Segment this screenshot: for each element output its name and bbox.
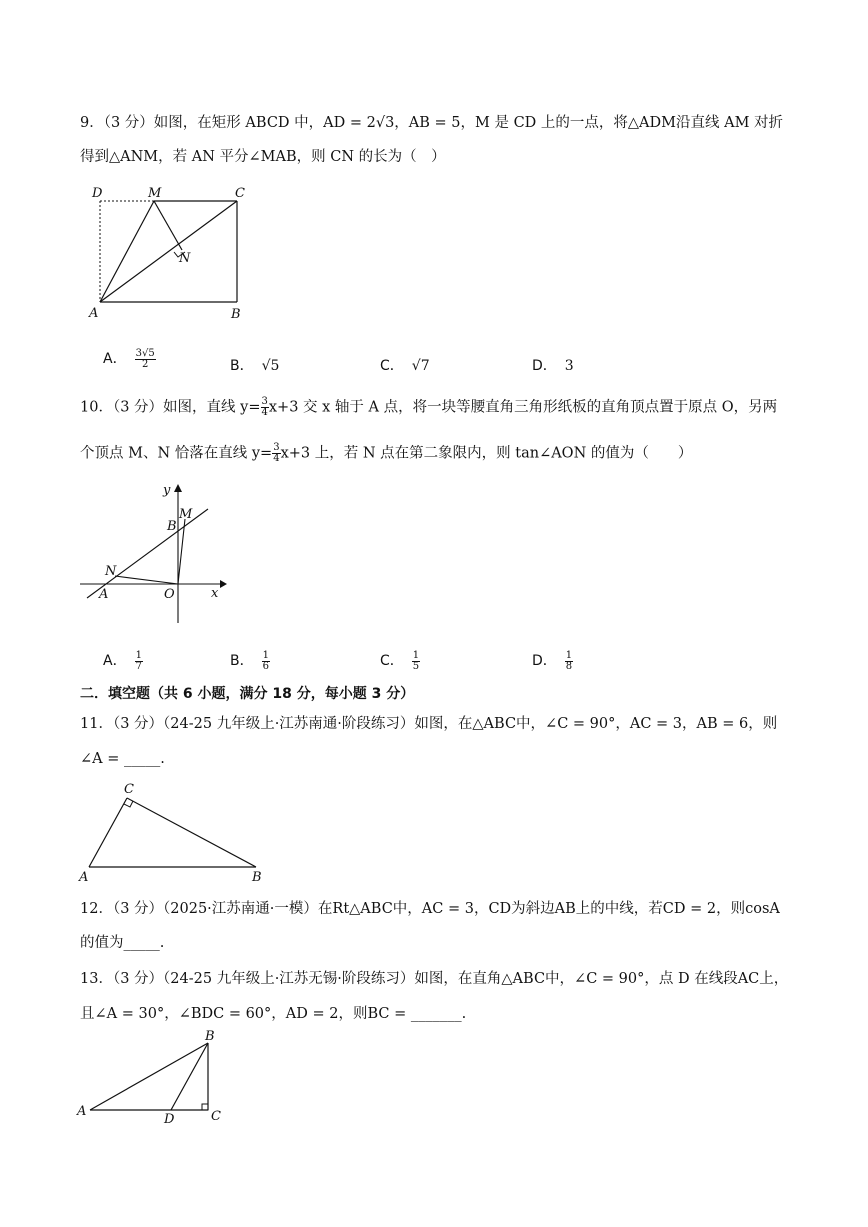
q12-text-line1: 12．（3 分）（2025·江苏南通·一模）在Rt△ABC中，AC = 3，CD为斜边AB上的中线，若CD = 2，则cosA <box>80 901 780 917</box>
q10-x-axis-arrow <box>220 580 227 588</box>
q9-label-b: B <box>231 307 241 322</box>
q10-label-o: O <box>164 587 175 602</box>
q9-segment-mn <box>154 201 182 250</box>
q13-segment-ab <box>90 1043 208 1110</box>
q10-text-line2: 个顶点 M、N 恰落在直线 y= $\frac{3}{4}$ x+3 上，若 N 点在第二象限内，则 tan∠AON 的值为（ ） <box>80 442 693 464</box>
q10-label-a: A <box>99 587 109 602</box>
q11-segment-ca <box>89 798 127 867</box>
q11-text-line2: ∠A = _____. <box>80 751 165 767</box>
q9-label-m: M <box>148 186 162 201</box>
q9-option-d-value: 3 <box>564 358 574 374</box>
q9-option-d-label: D． <box>532 358 557 374</box>
q9-option-c-label: C． <box>380 358 404 374</box>
q9-figure <box>80 180 280 325</box>
q11-label-c: C <box>124 782 134 797</box>
section-title: 二．填空题（共 6 小题，满分 18 分，每小题 3 分） <box>80 686 415 702</box>
q10-figure <box>75 478 235 628</box>
q9-option-a-label: A． <box>103 351 127 367</box>
q13-figure <box>75 1028 235 1128</box>
q9-text-line2: 得到△ANM，若 AN 平分∠MAB，则 CN 的长为（ ） <box>80 149 446 165</box>
q11-label-b: B <box>252 870 262 885</box>
q10-segment-on <box>115 576 178 584</box>
q11-figure <box>75 778 275 888</box>
q9-segment-ac <box>100 201 237 302</box>
q11-segment-cb <box>127 798 256 867</box>
q9-option-d <box>532 355 574 375</box>
q10-label-m: M <box>179 507 193 522</box>
q10-option-a: A． $\frac{1}{7}$ <box>103 649 142 672</box>
q10-option-b: B． $\frac{1}{6}$ <box>230 649 269 672</box>
q9-option-a <box>103 348 156 370</box>
q13-label-c: C <box>211 1109 221 1124</box>
q9-option-b-label: B． <box>230 358 254 374</box>
q9-option-b <box>230 355 279 375</box>
q13-text-line2: 且∠A = 30°，∠BDC = 60°，AD = 2，则BC = _______. <box>80 1006 467 1022</box>
q10-label-n: N <box>105 564 117 579</box>
q9-text-line1: 9．（3 分）如图，在矩形 ABCD 中，AD = 2√3，AB = 5，M 是 CD 上的一点，将△ADM沿直线 AM 对折 <box>80 115 784 131</box>
q12-text-line2: 的值为_____. <box>80 935 165 951</box>
q10-line-y <box>87 509 208 598</box>
q10-slope-fraction-2: $\frac{3}{4}$ <box>273 442 280 464</box>
q9-label-n: N <box>179 251 191 266</box>
q10-text-line1: 10．（3 分）如图，直线 y= $\frac{3}{4}$ x+3 交 x 轴于 A 点，将一块等腰直角三角形纸板的直角顶点置于原点 O，另两 <box>80 396 778 418</box>
q10-y-axis-arrow <box>174 484 182 492</box>
q10-option-d: D． $\frac{1}{8}$ <box>532 649 573 672</box>
q11-label-a: A <box>79 870 89 885</box>
q11-text-line1: 11．（3 分）（24-25 九年级上·江苏南通·阶段练习）如图，在△ABC中，∠C = 90°，AC = 3，AB = 6，则 <box>80 716 778 732</box>
q10-label-b: B <box>167 519 177 534</box>
q9-label-a: A <box>89 306 99 321</box>
q9-option-a-value: $\frac{3√5}{2}$ <box>135 347 155 370</box>
q10-label-x: x <box>211 586 219 601</box>
q9-label-d: D <box>92 186 103 201</box>
q13-text-line1: 13．（3 分）（24-25 九年级上·江苏无锡·阶段练习）如图，在直角△ABC中，∠C = 90°，点 D 在线段AC上， <box>80 971 789 987</box>
q10-label-y: y <box>163 483 171 498</box>
q13-right-angle-mark <box>202 1104 208 1110</box>
q9-option-c <box>380 355 430 375</box>
q9-option-c-value: √7 <box>411 358 430 374</box>
q9-label-c: C <box>235 186 245 201</box>
q13-label-b: B <box>205 1029 215 1044</box>
q13-label-d: D <box>164 1112 175 1127</box>
q10-option-c: C． $\frac{1}{5}$ <box>380 649 420 672</box>
q13-label-a: A <box>77 1104 87 1119</box>
q9-segment-am <box>100 201 154 302</box>
q9-option-b-value: √5 <box>261 358 280 374</box>
q10-slope-fraction: $\frac{3}{4}$ <box>261 396 268 418</box>
